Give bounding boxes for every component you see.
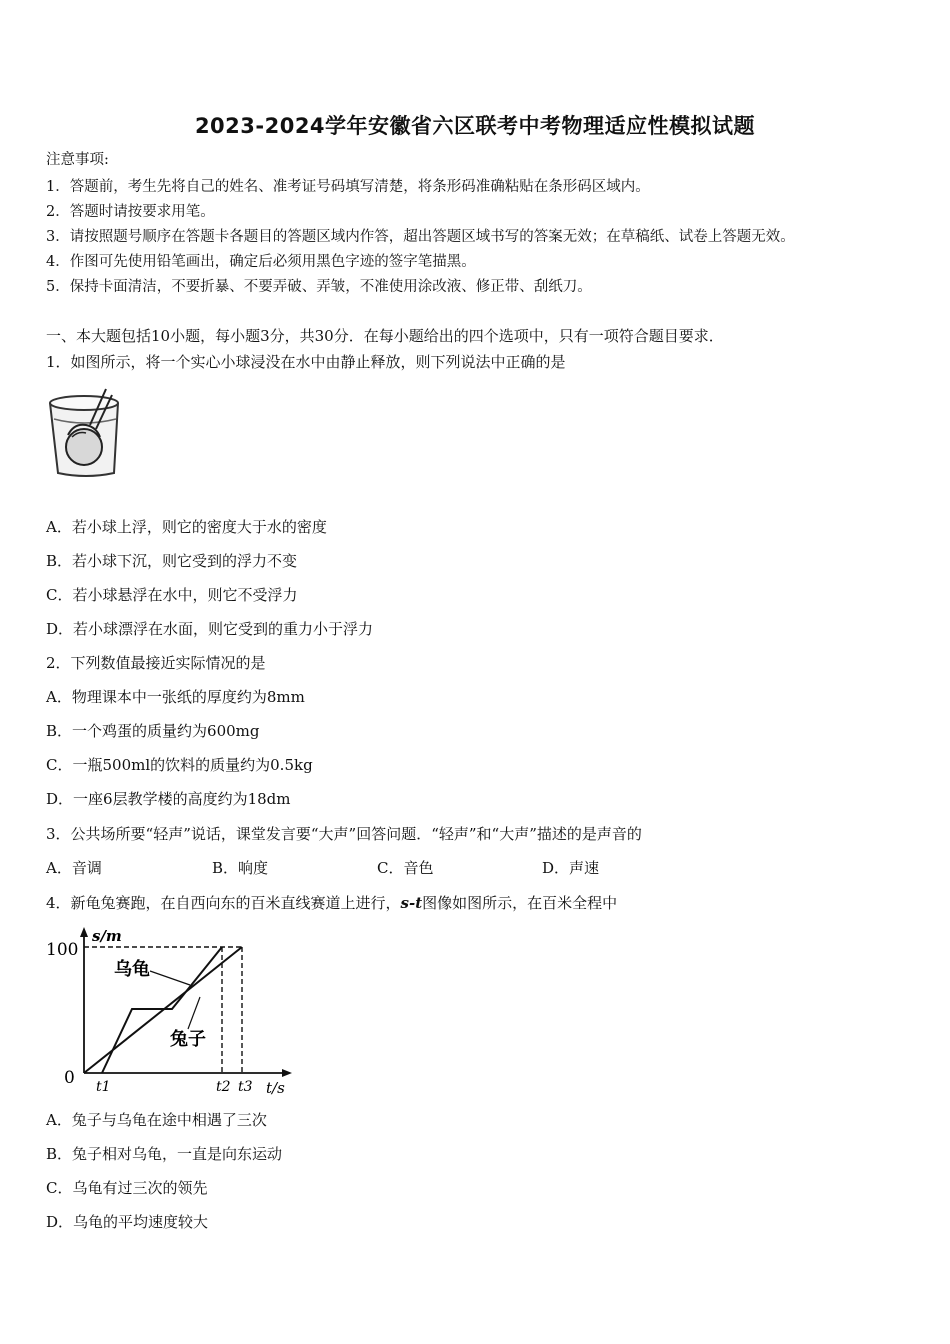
x-axis-label: t/s — [266, 1079, 285, 1097]
question-3-options — [46, 858, 599, 878]
question-3-option-c: C．音色 — [377, 859, 434, 877]
question-4-option-a: A．兔子与乌龟在途中相遇了三次 — [46, 1111, 267, 1129]
section-heading: 一、本大题包括10小题，每小题3分，共30分．在每小题给出的四个选项中，只有一项符合题目要求． — [46, 327, 724, 345]
y-axis-label: s/m — [92, 927, 122, 945]
question-4-option-b: B．兔子相对乌龟，一直是向东运动 — [46, 1145, 283, 1163]
question-3-option-d: D．声速 — [542, 859, 600, 877]
question-1-stem: 1．如图所示，将一个实心小球浸没在水中由静止释放，则下列说法中正确的是 — [46, 353, 566, 371]
question-2-stem: 2．下列数值最接近实际情况的是 — [46, 654, 266, 672]
question-1-option-b: B．若小球下沉，则它受到的浮力不变 — [46, 552, 298, 570]
question-3-stem: 3．公共场所要“轻声”说话，课堂发言要“大声”回答问题．“轻声”和“大声”描述的是声音的 — [46, 825, 642, 843]
notice-item: 4．作图可先使用铅笔画出，确定后必须用黑色字迹的签字笔描黑。 — [46, 254, 476, 270]
rabbit-leader — [188, 997, 200, 1029]
y-axis-arrow-icon — [80, 927, 88, 937]
question-1-option-c: C．若小球悬浮在水中，则它不受浮力 — [46, 586, 298, 604]
question-3-option-b: B．响度 — [212, 859, 269, 877]
page-title: 2023-2024学年安徽省六区联考中考物理适应性模拟试题 — [194, 114, 756, 138]
notice-item: 3．请按照题号顺序在答题卡各题目的答题区域内作答，超出答题区域书写的答案无效；在草稿纸、试卷上答题无效。 — [46, 229, 795, 245]
x-tick-t1: t1 — [96, 1079, 111, 1095]
x-tick-t2: t2 — [216, 1079, 231, 1095]
question-1-option-a: A．若小球上浮，则它的密度大于水的密度 — [46, 518, 327, 536]
question-4-stem-text: 4．新龟兔赛跑，在自西向东的百米直线赛道上进行， — [46, 894, 401, 912]
question-2-option-a: A．物理课本中一张纸的厚度约为8mm — [46, 688, 305, 706]
question-4-stem — [46, 893, 617, 913]
y-tick-0: 0 — [64, 1068, 75, 1088]
notice-item: 2．答题时请按要求用笔。 — [46, 204, 215, 220]
series-label-tortoise: 乌龟 — [114, 959, 150, 980]
question-2-option-b: B．一个鸡蛋的质量约为600mg — [46, 722, 260, 740]
question-4-option-c: C．乌龟有过三次的领先 — [46, 1179, 208, 1197]
y-tick-100: 100 — [46, 940, 79, 960]
notice-item: 5．保持卡面清洁，不要折暴、不要弄破、弄皱，不准使用涂改液、修正带、刮纸刀。 — [46, 279, 592, 295]
notice-heading: 注意事项: — [46, 152, 109, 168]
question-3-option-a: A．音调 — [46, 859, 102, 877]
x-axis-arrow-icon — [282, 1069, 292, 1077]
series-label-rabbit: 兔子 — [170, 1029, 206, 1050]
question-4-stem-text-end: 图像如图所示，在百米全程中 — [422, 894, 618, 912]
question-2-option-d: D．一座6层教学楼的高度约为18dm — [46, 790, 291, 808]
question-4-option-d: D．乌龟的平均速度较大 — [46, 1213, 209, 1231]
question-2-option-c: C．一瓶500ml的饮料的质量约为0.5kg — [46, 756, 313, 774]
question-1-option-d: D．若小球漂浮在水面，则它受到的重力小于浮力 — [46, 620, 374, 638]
tortoise-leader — [150, 971, 190, 985]
beaker-ball-figure — [46, 385, 126, 480]
s-t-chart — [40, 925, 300, 1097]
question-4-stem-variable: s-t — [400, 894, 423, 912]
x-tick-t3: t3 — [238, 1079, 253, 1095]
notice-item: 1．答题前，考生先将自己的姓名、准考证号码填写清楚，将条形码准确粘贴在条形码区域内。 — [46, 179, 650, 195]
